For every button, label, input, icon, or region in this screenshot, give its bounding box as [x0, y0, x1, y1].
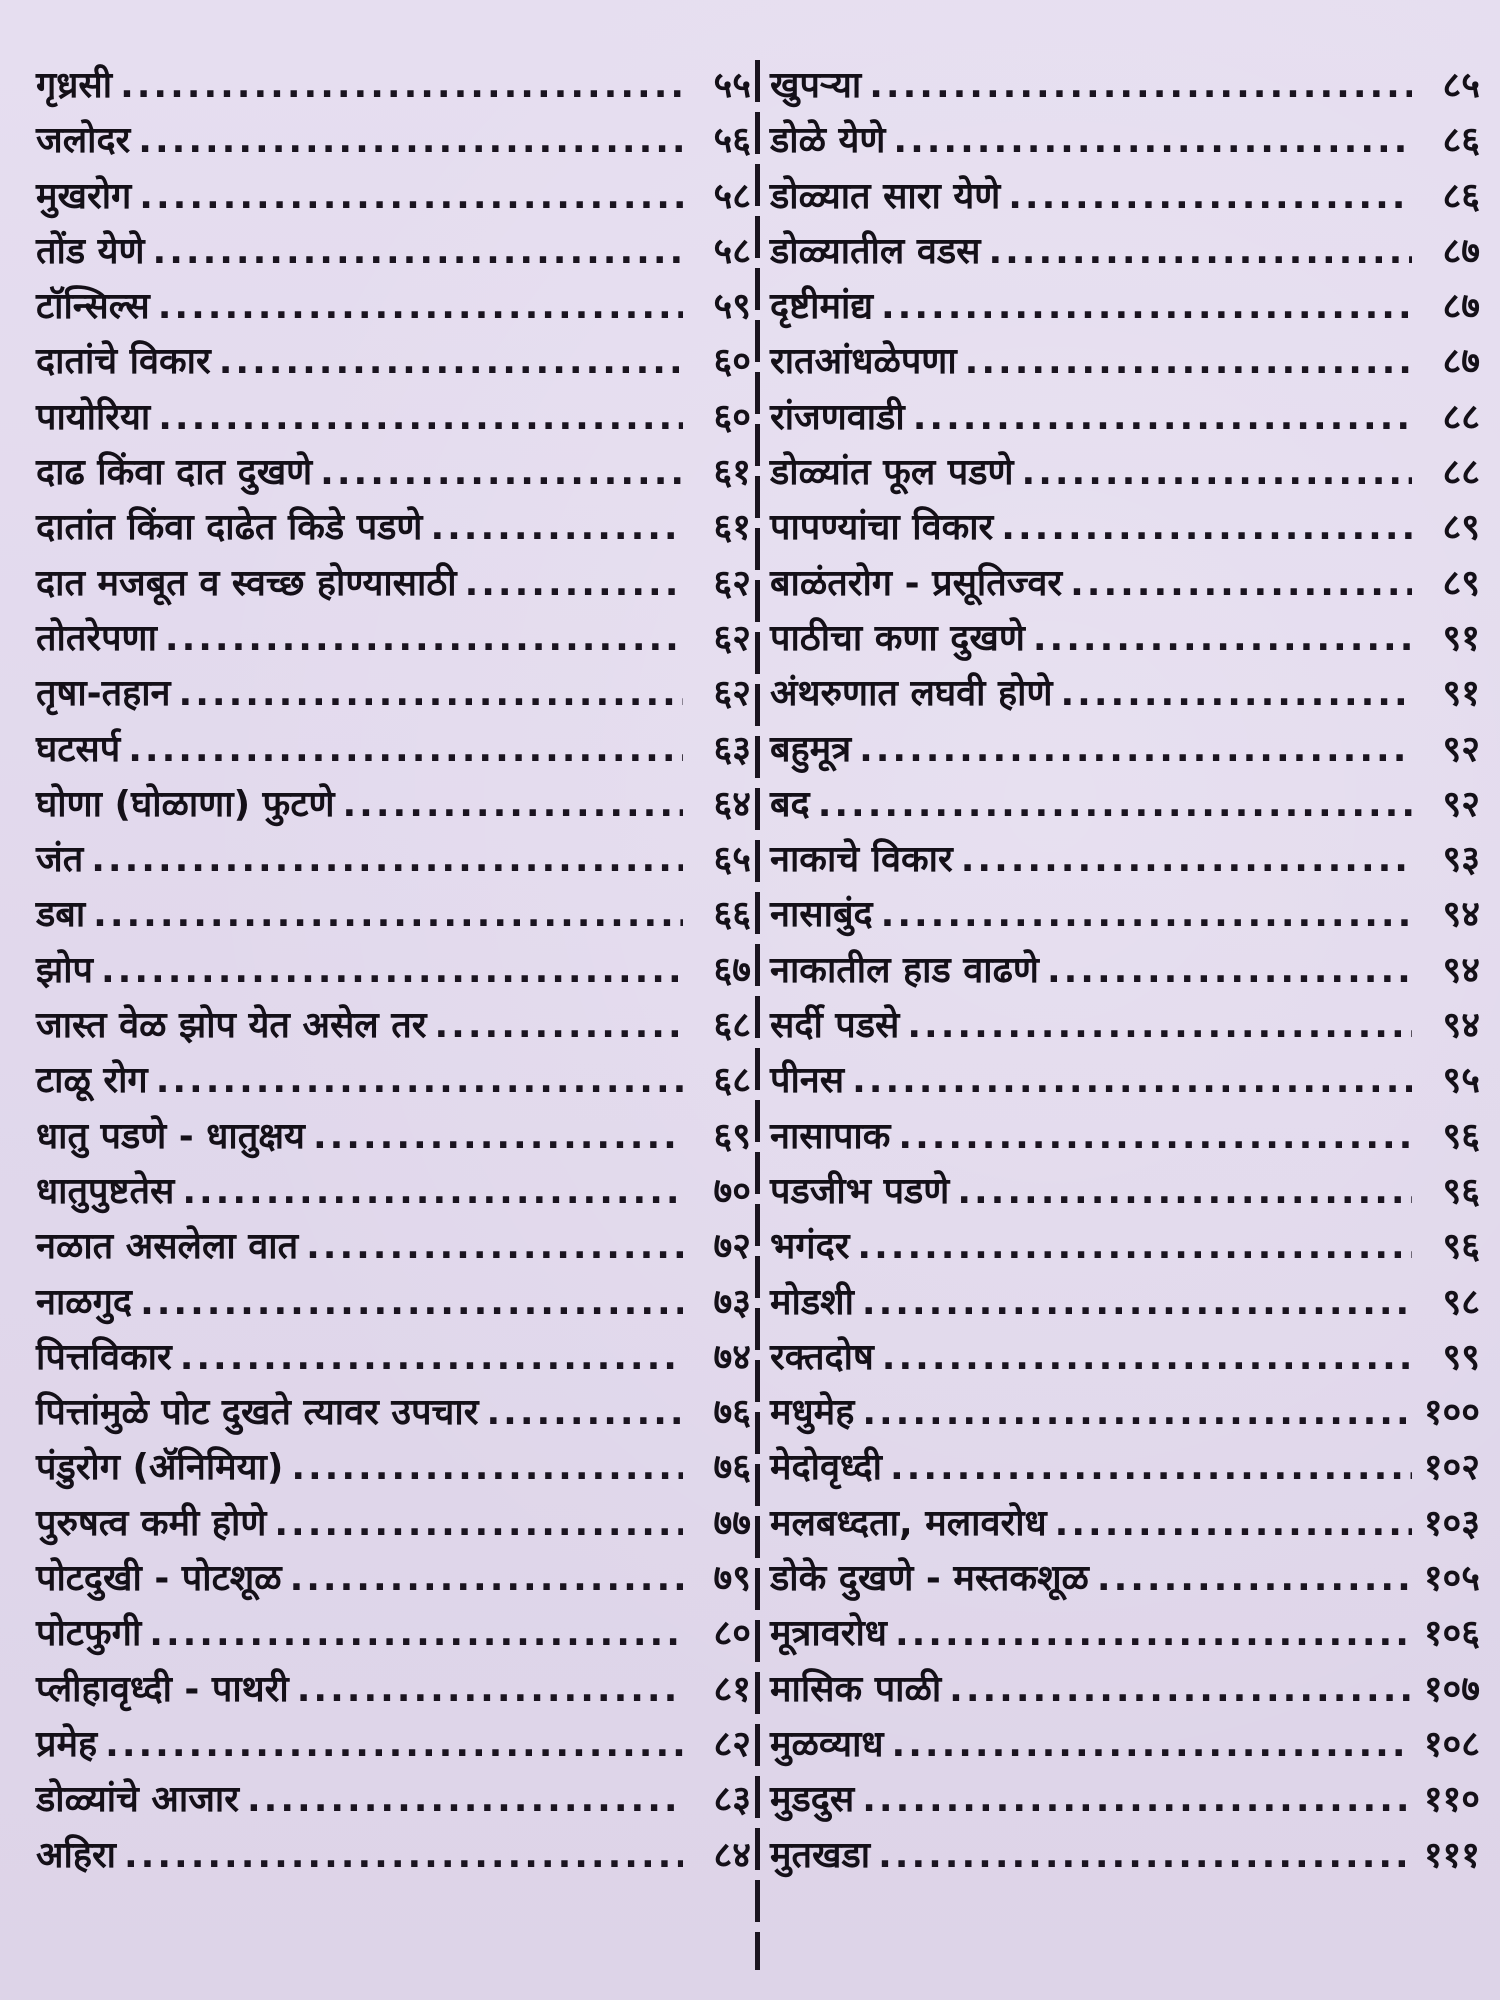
- toc-entry: [770, 445, 1480, 500]
- dot-leader: [1022, 445, 1412, 500]
- toc-entry-page-number: ११०: [1423, 1779, 1480, 1821]
- dot-leader: [878, 1828, 1412, 1883]
- toc-entry: [36, 390, 751, 445]
- toc-entry-page-number: ८५: [1442, 65, 1480, 106]
- toc-entry-page-number: ६८: [713, 1060, 751, 1102]
- toc-entry: [36, 1164, 751, 1219]
- toc-entry-page-number: ६१: [713, 452, 751, 494]
- toc-entry: [36, 1330, 751, 1385]
- dot-leader: [1047, 943, 1412, 998]
- toc-entry-title: नाकाचे विकार: [770, 839, 953, 881]
- toc-entry: [36, 556, 751, 611]
- dot-leader: [139, 169, 683, 224]
- toc-entry: [770, 832, 1480, 887]
- dot-leader: [859, 722, 1412, 777]
- toc-entry-page-number: ८०: [713, 1613, 751, 1655]
- toc-entry: [36, 943, 751, 998]
- toc-entry-title: डोके दुखणे - मस्तकशूळ: [770, 1558, 1089, 1600]
- toc-entry: [770, 1772, 1480, 1827]
- dot-leader: [247, 1772, 683, 1827]
- toc-entry-page-number: ९९: [1442, 1336, 1480, 1378]
- dot-leader: [180, 1330, 683, 1385]
- toc-entry-title: नाकातील हाड वाढणे: [770, 949, 1039, 991]
- dot-leader: [158, 279, 683, 334]
- toc-entry-page-number: १०७: [1423, 1668, 1480, 1710]
- dot-leader: [138, 113, 683, 168]
- dot-leader: [101, 943, 683, 998]
- toc-entry-title: घोणा (घोळाणा) फुटणे: [36, 783, 335, 825]
- toc-entry-page-number: ५५: [713, 65, 751, 106]
- toc-entry-title: झोप: [36, 949, 93, 991]
- toc-entry-page-number: ९२: [1442, 728, 1480, 770]
- toc-entry-title: रातआंधळेपणा: [770, 341, 957, 383]
- toc-entry-page-number: ९५: [1442, 1060, 1480, 1102]
- toc-entry-title: बहुमूत्र: [770, 728, 852, 770]
- toc-entry-page-number: ८७: [1442, 286, 1480, 328]
- dot-leader: [156, 1053, 683, 1108]
- dot-leader: [913, 390, 1412, 445]
- toc-entry-title: मुळव्याध: [770, 1723, 884, 1765]
- toc-entry-title: टॉन्सिल्स: [36, 286, 150, 328]
- toc-entry-page-number: ६२: [713, 673, 751, 715]
- toc-entry: [770, 1219, 1480, 1274]
- toc-entry: [770, 611, 1480, 666]
- dot-leader: [1070, 556, 1412, 611]
- toc-left-column: [36, 58, 751, 1883]
- toc-entry-title: डोळे येणे: [770, 120, 886, 162]
- toc-entry: [770, 666, 1480, 721]
- toc-entry-title: पोटदुखी - पोटशूळ: [36, 1558, 282, 1600]
- toc-entry-page-number: ९२: [1442, 783, 1480, 825]
- toc-entry: [770, 390, 1480, 445]
- toc-entry-page-number: ८३: [713, 1779, 751, 1821]
- toc-entry: [36, 169, 751, 224]
- toc-entry: [36, 1053, 751, 1108]
- toc-entry: [36, 500, 751, 555]
- dot-leader: [949, 1662, 1412, 1717]
- dot-leader: [153, 224, 683, 279]
- toc-entry-page-number: ५८: [713, 175, 751, 217]
- toc-entry-title: जास्त वेळ झोप येत असेल तर: [36, 1005, 427, 1047]
- dot-leader: [313, 1109, 683, 1164]
- toc-entry-page-number: ६५: [713, 839, 751, 881]
- toc-entry-title: खुपऱ्या: [770, 65, 862, 106]
- toc-entry: [36, 611, 751, 666]
- toc-entry-page-number: ७३: [713, 1281, 751, 1323]
- toc-entry: [770, 224, 1480, 279]
- dot-leader: [124, 1828, 683, 1883]
- toc-entry-title: मधुमेह: [770, 1392, 855, 1434]
- toc-entry-title: पीनस: [770, 1060, 845, 1102]
- toc-entry-page-number: १००: [1423, 1392, 1480, 1434]
- toc-entry-title: दातांचे विकार: [36, 341, 211, 383]
- toc-entry-page-number: ६०: [713, 396, 751, 438]
- dot-leader: [1060, 666, 1412, 721]
- toc-entry-title: पोटफुगी: [36, 1613, 142, 1655]
- toc-entry-title: पडजीभ पडणे: [770, 1170, 950, 1212]
- dot-leader: [274, 1496, 683, 1551]
- toc-entry: [770, 1828, 1480, 1883]
- column-divider: [755, 60, 760, 1970]
- toc-entry: [36, 334, 751, 389]
- toc-entry-title: पंडुरोग (ॲनिमिया): [36, 1447, 284, 1489]
- toc-entry: [770, 334, 1480, 389]
- dot-leader: [1008, 169, 1412, 224]
- dot-leader: [343, 777, 684, 832]
- dot-leader: [128, 722, 683, 777]
- dot-leader: [881, 887, 1412, 942]
- toc-entry-title: मलबध्दता, मलावरोध: [770, 1502, 1047, 1544]
- toc-entry-title: नाळगुद: [36, 1281, 133, 1323]
- toc-entry: [770, 1109, 1480, 1164]
- dot-leader: [890, 1440, 1412, 1495]
- toc-entry-title: तोंड येणे: [36, 230, 145, 272]
- toc-entry: [36, 113, 751, 168]
- dot-leader: [988, 224, 1412, 279]
- dot-leader: [957, 1164, 1412, 1219]
- toc-entry-title: गृध्रसी: [36, 65, 113, 106]
- toc-entry-title: जंत: [36, 839, 84, 881]
- toc-entry-title: मुखरोग: [36, 175, 132, 217]
- toc-entry: [770, 1662, 1480, 1717]
- toc-entry: [36, 722, 751, 777]
- toc-entry: [36, 1772, 751, 1827]
- dot-leader: [219, 334, 683, 389]
- toc-entry-page-number: ७०: [713, 1170, 751, 1212]
- toc-entry: [770, 58, 1480, 113]
- toc-entry-title: धातु पडणे - धातुक्षय: [36, 1115, 305, 1157]
- dot-leader: [857, 1219, 1412, 1274]
- toc-entry: [36, 445, 751, 500]
- dot-leader: [320, 445, 683, 500]
- dot-leader: [158, 390, 683, 445]
- toc-entry-title: तोतरेपणा: [36, 617, 157, 659]
- toc-entry: [770, 887, 1480, 942]
- toc-entry-page-number: ७९: [713, 1558, 751, 1600]
- toc-entry-title: डबा: [36, 894, 86, 936]
- toc-entry-page-number: १०८: [1423, 1723, 1480, 1765]
- toc-entry: [770, 1551, 1480, 1606]
- toc-entry-title: अहिरा: [36, 1834, 116, 1876]
- toc-entry-page-number: ८७: [1442, 341, 1480, 383]
- dot-leader: [862, 1275, 1412, 1330]
- toc-entry: [36, 1717, 751, 1772]
- toc-entry-page-number: ५८: [713, 230, 751, 272]
- toc-entry-page-number: १०२: [1423, 1447, 1480, 1489]
- dot-leader: [182, 1164, 683, 1219]
- toc-entry-page-number: ७७: [713, 1502, 751, 1544]
- toc-entry: [36, 1606, 751, 1661]
- toc-right-column: [770, 58, 1480, 1883]
- toc-entry-title: भगंदर: [770, 1226, 850, 1268]
- toc-entry-page-number: ८६: [1442, 120, 1480, 162]
- toc-entry-page-number: ७४: [713, 1336, 751, 1378]
- dot-leader: [881, 279, 1412, 334]
- dot-leader: [965, 334, 1412, 389]
- toc-entry: [770, 169, 1480, 224]
- toc-entry: [36, 1275, 751, 1330]
- toc-entry-page-number: १०६: [1423, 1613, 1480, 1655]
- toc-entry: [770, 1164, 1480, 1219]
- toc-entry: [36, 1662, 751, 1717]
- toc-entry: [770, 1275, 1480, 1330]
- toc-entry-page-number: ६६: [713, 894, 751, 936]
- toc-entry-title: दृष्टीमांद्य: [770, 286, 873, 328]
- toc-entry: [770, 556, 1480, 611]
- toc-entry-page-number: ६०: [713, 341, 751, 383]
- toc-entry-page-number: ९६: [1442, 1170, 1480, 1212]
- toc-entry: [36, 777, 751, 832]
- toc-entry-page-number: ९४: [1442, 1005, 1480, 1047]
- dot-leader: [893, 113, 1412, 168]
- toc-entry: [770, 279, 1480, 334]
- toc-entry: [36, 1496, 751, 1551]
- toc-entry: [770, 998, 1480, 1053]
- dot-leader: [818, 777, 1412, 832]
- toc-entry-title: मासिक पाळी: [770, 1668, 942, 1710]
- toc-entry-title: डोळ्यांचे आजार: [36, 1779, 239, 1821]
- toc-entry-page-number: ८२: [713, 1723, 751, 1765]
- toc-entry-page-number: ८९: [1442, 507, 1480, 549]
- dot-leader: [898, 1109, 1412, 1164]
- toc-entry-page-number: ६३: [713, 728, 751, 770]
- dot-leader: [907, 998, 1412, 1053]
- toc-entry-title: बद: [770, 783, 810, 825]
- toc-entry-page-number: ८८: [1442, 396, 1480, 438]
- toc-entry-title: नासाबुंद: [770, 894, 873, 936]
- toc-entry-page-number: ९४: [1442, 894, 1480, 936]
- toc-entry-title: डोळ्यात सारा येणे: [770, 175, 1001, 217]
- toc-entry: [770, 1330, 1480, 1385]
- toc-entry-title: तृषा-तहान: [36, 673, 171, 715]
- toc-entry-title: पुरुषत्व कमी होणे: [36, 1502, 267, 1544]
- toc-entry-title: बाळंतरोग - प्रसूतिज्वर: [770, 562, 1063, 604]
- toc-entry-page-number: ८९: [1442, 562, 1480, 604]
- toc-entry-page-number: ६१: [713, 507, 751, 549]
- dot-leader: [486, 1385, 683, 1440]
- toc-entry-title: रांजणवाडी: [770, 396, 905, 438]
- toc-entry-page-number: ९६: [1442, 1115, 1480, 1157]
- dot-leader: [862, 1385, 1412, 1440]
- toc-entry: [770, 1606, 1480, 1661]
- toc-entry: [36, 666, 751, 721]
- toc-entry-page-number: ७६: [713, 1392, 751, 1434]
- toc-entry: [770, 1385, 1480, 1440]
- toc-entry-title: पायोरिया: [36, 396, 151, 438]
- dot-leader: [93, 887, 683, 942]
- dot-leader: [306, 1219, 683, 1274]
- toc-entry-title: नासापाक: [770, 1115, 891, 1157]
- toc-entry: [770, 777, 1480, 832]
- toc-entry-page-number: ९१: [1442, 673, 1480, 715]
- toc-entry-title: धातुपुष्टतेस: [36, 1170, 175, 1212]
- toc-entry-page-number: १०३: [1423, 1502, 1480, 1544]
- toc-entry-title: दात मजबूत व स्वच्छ होण्यासाठी: [36, 562, 457, 604]
- dot-leader: [1097, 1551, 1412, 1606]
- toc-entry: [770, 943, 1480, 998]
- dot-leader: [1055, 1496, 1412, 1551]
- dot-leader: [434, 998, 683, 1053]
- toc-entry-title: टाळू रोग: [36, 1060, 148, 1102]
- dot-leader: [882, 1330, 1412, 1385]
- toc-entry-title: मेदोवृध्दी: [770, 1447, 882, 1489]
- toc-entry-page-number: ६८: [713, 1005, 751, 1047]
- toc-entry-title: दाढ किंवा दात दुखणे: [36, 452, 313, 494]
- toc-entry-title: मोडशी: [770, 1281, 854, 1323]
- dot-leader: [1001, 500, 1412, 555]
- dot-leader: [297, 1662, 683, 1717]
- toc-entry-title: डोळ्यांत फूल पडणे: [770, 452, 1014, 494]
- dot-leader: [91, 832, 683, 887]
- toc-entry: [36, 1440, 751, 1495]
- toc-entry: [36, 1551, 751, 1606]
- toc-entry-title: सर्दी पडसे: [770, 1005, 900, 1047]
- dot-leader: [291, 1440, 683, 1495]
- toc-entry-title: मुडदुस: [770, 1779, 855, 1821]
- dot-leader: [430, 500, 683, 555]
- toc-entry-page-number: ८१: [713, 1668, 751, 1710]
- toc-entry-title: घटसर्प: [36, 728, 121, 770]
- toc-entry: [770, 1053, 1480, 1108]
- toc-entry: [36, 887, 751, 942]
- toc-entry: [770, 1440, 1480, 1495]
- dot-leader: [862, 1772, 1412, 1827]
- toc-entry: [36, 998, 751, 1053]
- toc-entry-page-number: ६७: [713, 949, 751, 991]
- toc-entry-page-number: ७६: [713, 1447, 751, 1489]
- dot-leader: [895, 1606, 1412, 1661]
- toc-entry-page-number: ६२: [713, 562, 751, 604]
- toc-entry: [36, 1219, 751, 1274]
- dot-leader: [120, 58, 683, 113]
- toc-entry-page-number: ९८: [1442, 1281, 1480, 1323]
- toc-entry-page-number: ५९: [713, 286, 751, 328]
- toc-entry: [36, 279, 751, 334]
- toc-entry-title: पित्तविकार: [36, 1336, 172, 1378]
- toc-entry-page-number: ९१: [1442, 617, 1480, 659]
- toc-entry-page-number: ९६: [1442, 1226, 1480, 1268]
- toc-entry-title: नळात असलेला वात: [36, 1226, 299, 1268]
- toc-entry: [36, 58, 751, 113]
- toc-entry-page-number: ७२: [713, 1226, 751, 1268]
- toc-entry-page-number: १११: [1423, 1834, 1480, 1876]
- toc-entry: [770, 500, 1480, 555]
- toc-entry: [770, 1496, 1480, 1551]
- toc-entry: [770, 113, 1480, 168]
- toc-entry-title: जलोदर: [36, 120, 131, 162]
- toc-entry-page-number: ८६: [1442, 175, 1480, 217]
- toc-entry-title: पापण्यांचा विकार: [770, 507, 994, 549]
- dot-leader: [892, 1717, 1412, 1772]
- toc-entry-title: अंथरुणात लघवी होणे: [770, 673, 1053, 715]
- dot-leader: [869, 58, 1412, 113]
- toc-entry: [36, 1385, 751, 1440]
- dot-leader: [1033, 611, 1412, 666]
- dot-leader: [852, 1053, 1412, 1108]
- toc-entry-title: प्लीहावृध्दी - पाथरी: [36, 1668, 289, 1710]
- dot-leader: [149, 1606, 683, 1661]
- dot-leader: [140, 1275, 683, 1330]
- toc-entry-title: मूत्रावरोध: [770, 1613, 887, 1655]
- toc-entry-page-number: ६२: [713, 617, 751, 659]
- dot-leader: [105, 1717, 683, 1772]
- toc-entry: [770, 722, 1480, 777]
- dot-leader: [465, 556, 683, 611]
- toc-entry-title: मुतखडा: [770, 1834, 871, 1876]
- toc-entry-title: पाठीचा कणा दुखणे: [770, 617, 1025, 659]
- toc-entry-page-number: ५६: [713, 120, 751, 162]
- dot-leader: [290, 1551, 683, 1606]
- toc-entry-title: डोळ्यातील वडस: [770, 230, 981, 272]
- toc-entry-page-number: ९३: [1442, 839, 1480, 881]
- toc-entry: [36, 224, 751, 279]
- toc-entry-page-number: ६९: [713, 1115, 751, 1157]
- toc-entry: [36, 1828, 751, 1883]
- toc-entry: [36, 1109, 751, 1164]
- toc-entry-page-number: ८७: [1442, 230, 1480, 272]
- toc-entry: [770, 1717, 1480, 1772]
- toc-entry-title: प्रमेह: [36, 1723, 98, 1765]
- toc-entry-page-number: ९४: [1442, 949, 1480, 991]
- toc-entry-page-number: ८४: [713, 1834, 751, 1876]
- toc-entry-page-number: ६४: [713, 783, 751, 825]
- toc-entry: [36, 832, 751, 887]
- toc-entry-title: पित्तांमुळे पोट दुखते त्यावर उपचार: [36, 1392, 479, 1434]
- dot-leader: [165, 611, 683, 666]
- dot-leader: [179, 666, 683, 721]
- toc-entry-page-number: १०५: [1423, 1558, 1480, 1600]
- toc-entry-page-number: ८८: [1442, 452, 1480, 494]
- dot-leader: [961, 832, 1412, 887]
- toc-entry-title: रक्तदोष: [770, 1336, 874, 1378]
- toc-entry-title: दातांत किंवा दाढेत किडे पडणे: [36, 507, 423, 549]
